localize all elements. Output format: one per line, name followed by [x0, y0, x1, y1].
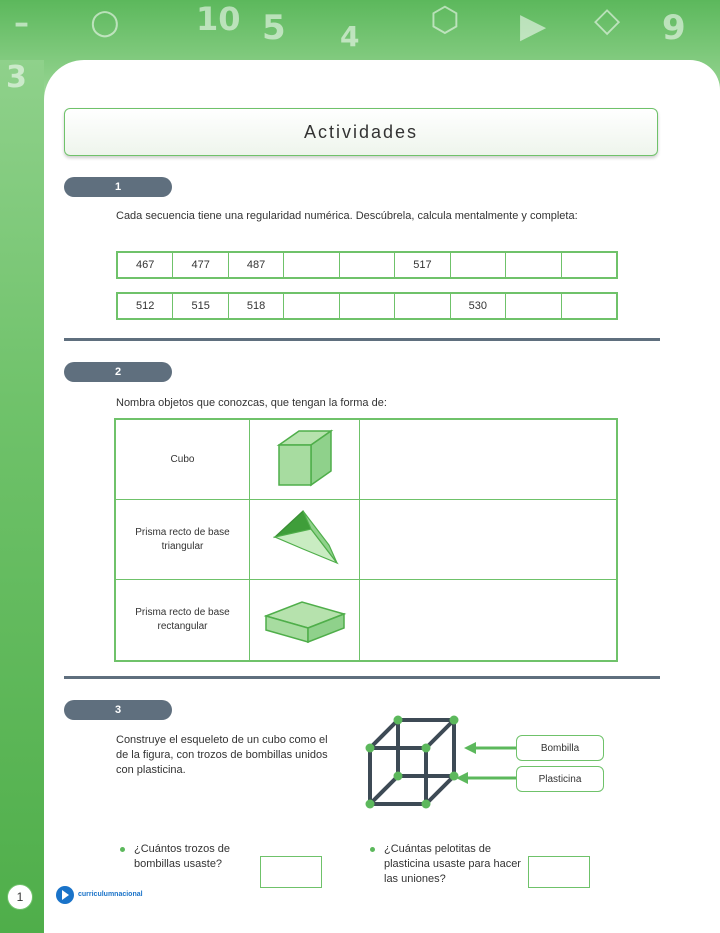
decorative-shapes: – ○ 10 5 4 ⬡ ▶ ◇ 9 3: [6, 0, 686, 95]
sequence-answer-cell[interactable]: [284, 294, 339, 318]
shape-picture-cell: [250, 500, 360, 579]
left-band: [0, 60, 44, 933]
label-straw: Bombilla: [516, 735, 604, 761]
sequence-cell: 467: [118, 253, 173, 277]
shapes-table: [114, 418, 618, 662]
sequence-answer-cell[interactable]: [340, 294, 395, 318]
sequence-cell: 530: [451, 294, 506, 318]
page-number: 1: [7, 884, 33, 910]
activity-3-badge: 3: [64, 700, 172, 720]
shape-row: [116, 580, 616, 660]
question-clay: ¿Cuántas pelotitas de plasticina usaste para hacer las uniones?: [384, 843, 521, 885]
sequence-row-2: [116, 292, 618, 320]
shape-answer-area[interactable]: [360, 420, 616, 499]
label-clay: Plasticina: [516, 766, 604, 792]
sequence-cell: 515: [173, 294, 228, 318]
sequence-answer-cell[interactable]: [562, 294, 616, 318]
answer-box-straws[interactable]: [260, 856, 322, 888]
sequence-cell: 477: [173, 253, 228, 277]
shape-row: [116, 420, 616, 500]
answer-box-clay[interactable]: [528, 856, 590, 888]
shape-name: Prisma recto de base rectangular: [116, 580, 250, 660]
sequence-answer-cell[interactable]: [451, 253, 506, 277]
activity-2-instruction: Nombra objetos que conozcas, que tengan la forma de:: [116, 397, 387, 409]
triangular-prism-icon: [265, 505, 345, 575]
sequence-answer-cell[interactable]: [506, 294, 561, 318]
sequence-cell: 487: [229, 253, 284, 277]
sequence-answer-cell[interactable]: [506, 253, 561, 277]
sequence-row-1: [116, 251, 618, 279]
question-straws: ¿Cuántos trozos de bombillas usaste?: [134, 843, 230, 870]
activity-1-instruction: Cada secuencia tiene una regularidad numérica. Descúbrela, calcula mentalmente y completa:: [116, 210, 578, 222]
shape-row: [116, 500, 616, 580]
activity-1-badge: 1: [64, 177, 172, 197]
shape-answer-area[interactable]: [360, 500, 616, 579]
shape-name: Prisma recto de base triangular: [116, 500, 250, 579]
sequence-answer-cell[interactable]: [284, 253, 339, 277]
play-logo-icon: [56, 886, 74, 904]
activity-2-badge: 2: [64, 362, 172, 382]
brand-name: curriculumnacional: [78, 891, 143, 898]
sequence-answer-cell[interactable]: [562, 253, 616, 277]
rectangular-prism-icon: [260, 590, 350, 650]
bullet-icon: [120, 847, 125, 852]
sequence-cell: 512: [118, 294, 173, 318]
sequence-answer-cell[interactable]: [340, 253, 395, 277]
brand-logo: [56, 886, 143, 904]
cube-skeleton-figure: [356, 712, 606, 812]
sequence-cell: 518: [229, 294, 284, 318]
section-divider: [64, 676, 660, 679]
shape-picture-cell: [250, 580, 360, 660]
activity-3-instruction: Construye el esqueleto de un cubo como el de la figura, con trozos de bombillas unidos con plasticina.: [116, 734, 328, 776]
shape-answer-area[interactable]: [360, 580, 616, 660]
shape-name: Cubo: [116, 420, 250, 499]
section-divider: [64, 338, 660, 341]
page-title: Actividades: [64, 108, 658, 156]
sequence-answer-cell[interactable]: [395, 294, 450, 318]
sequence-cell: 517: [395, 253, 450, 277]
cube-icon: [265, 425, 345, 495]
shape-picture-cell: [250, 420, 360, 499]
bullet-icon: [370, 847, 375, 852]
